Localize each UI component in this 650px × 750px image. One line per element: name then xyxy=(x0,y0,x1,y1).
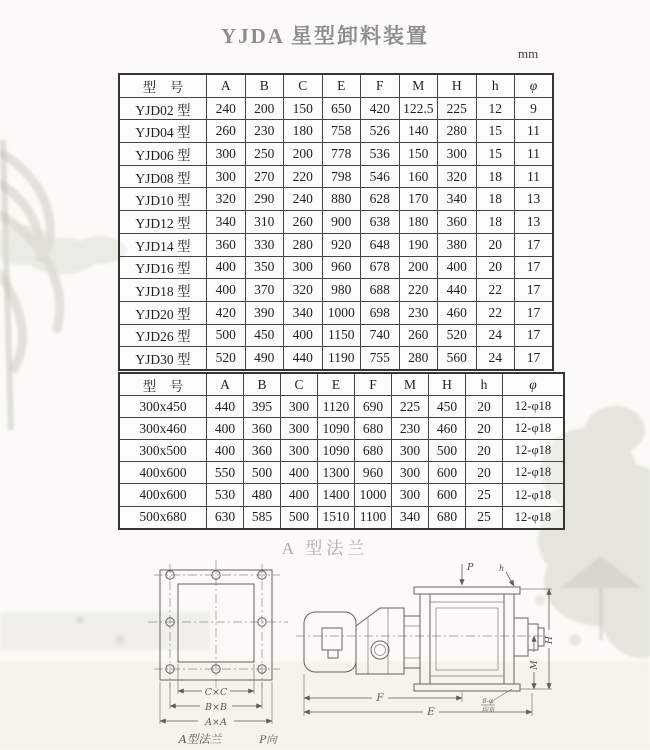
table-row xyxy=(119,440,564,462)
header-row xyxy=(119,74,553,97)
value-cell: 170 xyxy=(399,188,438,211)
value-cell: 180 xyxy=(284,120,323,143)
model-cell: 300x450 xyxy=(119,396,207,418)
model-cell: 300x500 xyxy=(119,440,207,462)
value-cell: 798 xyxy=(322,165,361,188)
value-cell: 12 xyxy=(476,97,515,120)
value-cell: 400 xyxy=(281,462,318,484)
dim-label-axa: A×A xyxy=(205,717,227,728)
value-cell: 536 xyxy=(361,143,400,166)
model-cell: YJD14 型 xyxy=(119,233,207,256)
value-cell: 300 xyxy=(207,143,246,166)
column-header: M xyxy=(399,74,438,97)
value-cell: 11 xyxy=(515,120,554,143)
value-cell: 300 xyxy=(438,143,477,166)
value-cell: 280 xyxy=(284,233,323,256)
column-header: E xyxy=(318,373,355,396)
value-cell: 340 xyxy=(207,211,246,234)
value-cell: 15 xyxy=(476,120,515,143)
value-cell: 630 xyxy=(207,506,244,529)
dim-label-cxc: C×C xyxy=(204,687,228,698)
value-cell: 880 xyxy=(322,188,361,211)
value-cell: 260 xyxy=(207,120,246,143)
h-leader xyxy=(506,572,514,586)
model-cell: 400x600 xyxy=(119,484,207,506)
value-cell: 420 xyxy=(207,301,246,324)
value-cell: 1000 xyxy=(355,484,392,506)
value-cell: 280 xyxy=(438,120,477,143)
model-cell: YJD06 型 xyxy=(119,143,207,166)
value-cell: 340 xyxy=(392,506,429,529)
value-cell: 12-φ18 xyxy=(503,396,565,418)
value-cell: 740 xyxy=(361,324,400,347)
header-row xyxy=(119,373,564,396)
value-cell: 420 xyxy=(361,97,400,120)
model-cell: 400x600 xyxy=(119,462,207,484)
value-cell: 440 xyxy=(438,279,477,302)
value-cell: 230 xyxy=(399,301,438,324)
value-cell: 240 xyxy=(207,97,246,120)
value-cell: 1120 xyxy=(318,396,355,418)
value-cell: 220 xyxy=(399,279,438,302)
value-cell: 440 xyxy=(207,396,244,418)
model-cell: YJD18 型 xyxy=(119,279,207,302)
table-row xyxy=(119,484,564,506)
column-header: B xyxy=(245,74,284,97)
value-cell: 600 xyxy=(429,462,466,484)
column-header: H xyxy=(429,373,466,396)
value-cell: 400 xyxy=(207,256,246,279)
value-cell: 17 xyxy=(515,233,554,256)
value-cell: 648 xyxy=(361,233,400,256)
value-cell: 678 xyxy=(361,256,400,279)
table-row xyxy=(119,324,553,347)
model-cell: YJD16 型 xyxy=(119,256,207,279)
value-cell: 1300 xyxy=(318,462,355,484)
callout-line1: 8-φ xyxy=(482,697,494,705)
page-title: YJDA 星型卸料装置 xyxy=(220,24,430,48)
value-cell: 200 xyxy=(399,256,438,279)
value-cell: 220 xyxy=(284,165,323,188)
value-cell: 17 xyxy=(515,347,554,370)
value-cell: 160 xyxy=(399,165,438,188)
value-cell: 500 xyxy=(429,440,466,462)
value-cell: 20 xyxy=(466,440,503,462)
value-cell: 450 xyxy=(429,396,466,418)
value-cell: 9 xyxy=(515,97,554,120)
bottom-extension-lines xyxy=(304,674,532,716)
value-cell: 15 xyxy=(476,143,515,166)
treeline-left xyxy=(0,225,126,274)
value-cell: 560 xyxy=(438,347,477,370)
valve-body xyxy=(414,587,520,691)
value-cell: 380 xyxy=(438,233,477,256)
dim-label-h: H xyxy=(545,636,555,644)
value-cell: 1190 xyxy=(322,347,361,370)
column-header: H xyxy=(438,74,477,97)
p-view-label: P xyxy=(467,562,474,573)
value-cell: 440 xyxy=(284,347,323,370)
value-cell: 1400 xyxy=(318,484,355,506)
value-cell: 300 xyxy=(281,418,318,440)
table-row xyxy=(119,462,564,484)
value-cell: 900 xyxy=(322,211,361,234)
column-header: B xyxy=(244,373,281,396)
motor xyxy=(304,612,356,672)
value-cell: 200 xyxy=(245,97,284,120)
top-flange xyxy=(414,587,520,594)
column-header: φ xyxy=(503,373,565,396)
value-cell: 500 xyxy=(207,324,246,347)
value-cell: 300 xyxy=(207,165,246,188)
value-cell: 190 xyxy=(399,233,438,256)
column-header: A xyxy=(207,373,244,396)
value-cell: 17 xyxy=(515,279,554,302)
value-cell: 11 xyxy=(515,143,554,166)
table-row xyxy=(119,347,553,370)
column-header: h xyxy=(476,74,515,97)
column-header: 型 号 xyxy=(119,373,207,396)
value-cell: 122.5 xyxy=(399,97,438,120)
value-cell: 1000 xyxy=(322,301,361,324)
value-cell: 25 xyxy=(466,484,503,506)
flange-caption: A型法兰 xyxy=(178,732,222,746)
value-cell: 24 xyxy=(476,324,515,347)
dim-label-m: M xyxy=(530,660,540,670)
value-cell: 500 xyxy=(244,462,281,484)
value-cell: 18 xyxy=(476,165,515,188)
value-cell: 480 xyxy=(244,484,281,506)
model-cell: 300x460 xyxy=(119,418,207,440)
table-row xyxy=(119,279,553,302)
callout-line2: 均布 xyxy=(481,706,495,714)
value-cell: 12-φ18 xyxy=(503,506,565,529)
spec-table-models xyxy=(118,73,554,371)
column-header: h xyxy=(466,373,503,396)
value-cell: 290 xyxy=(245,188,284,211)
value-cell: 758 xyxy=(322,120,361,143)
value-cell: 20 xyxy=(466,462,503,484)
value-cell: 360 xyxy=(207,233,246,256)
value-cell: 450 xyxy=(245,324,284,347)
value-cell: 400 xyxy=(207,440,244,462)
model-cell: YJD30 型 xyxy=(119,347,207,370)
value-cell: 13 xyxy=(515,188,554,211)
value-cell: 12-φ18 xyxy=(503,440,565,462)
table-row xyxy=(119,418,564,440)
value-cell: 17 xyxy=(515,256,554,279)
value-cell: 526 xyxy=(361,120,400,143)
value-cell: 1100 xyxy=(355,506,392,529)
column-header: M xyxy=(392,373,429,396)
table-row xyxy=(119,143,553,166)
value-cell: 24 xyxy=(476,347,515,370)
column-header: E xyxy=(322,74,361,97)
inspection-port xyxy=(371,641,389,659)
table-row xyxy=(119,97,553,120)
value-cell: 400 xyxy=(207,418,244,440)
value-cell: 530 xyxy=(207,484,244,506)
value-cell: 225 xyxy=(438,97,477,120)
table-row xyxy=(119,256,553,279)
value-cell: 17 xyxy=(515,301,554,324)
value-cell: 300 xyxy=(392,462,429,484)
value-cell: 310 xyxy=(245,211,284,234)
value-cell: 22 xyxy=(476,301,515,324)
model-cell: YJD26 型 xyxy=(119,324,207,347)
model-cell: YJD10 型 xyxy=(119,188,207,211)
value-cell: 778 xyxy=(322,143,361,166)
table-row xyxy=(119,396,564,418)
model-cell: 500x680 xyxy=(119,506,207,529)
table-row xyxy=(119,188,553,211)
value-cell: 1090 xyxy=(318,418,355,440)
value-cell: 300 xyxy=(392,484,429,506)
value-cell: 395 xyxy=(244,396,281,418)
value-cell: 680 xyxy=(429,506,466,529)
table-row xyxy=(119,120,553,143)
value-cell: 1150 xyxy=(322,324,361,347)
value-cell: 520 xyxy=(207,347,246,370)
value-cell: 360 xyxy=(438,211,477,234)
column-header: A xyxy=(207,74,246,97)
model-cell: YJD02 型 xyxy=(119,97,207,120)
value-cell: 650 xyxy=(322,97,361,120)
value-cell: 17 xyxy=(515,324,554,347)
value-cell: 320 xyxy=(438,165,477,188)
value-cell: 600 xyxy=(429,484,466,506)
value-cell: 680 xyxy=(355,418,392,440)
value-cell: 320 xyxy=(284,279,323,302)
value-cell: 240 xyxy=(284,188,323,211)
value-cell: 25 xyxy=(466,506,503,529)
value-cell: 300 xyxy=(392,440,429,462)
value-cell: 340 xyxy=(438,188,477,211)
value-cell: 230 xyxy=(392,418,429,440)
value-cell: 20 xyxy=(476,233,515,256)
value-cell: 1090 xyxy=(318,440,355,462)
value-cell: 370 xyxy=(245,279,284,302)
value-cell: 260 xyxy=(399,324,438,347)
column-header: F xyxy=(361,74,400,97)
value-cell: 400 xyxy=(207,279,246,302)
spec-table-flanges xyxy=(118,372,565,530)
value-cell: 280 xyxy=(399,347,438,370)
value-cell: 340 xyxy=(284,301,323,324)
value-cell: 13 xyxy=(515,211,554,234)
value-cell: 140 xyxy=(399,120,438,143)
column-header: φ xyxy=(515,74,554,97)
model-cell: YJD08 型 xyxy=(119,165,207,188)
value-cell: 270 xyxy=(245,165,284,188)
column-header: F xyxy=(355,373,392,396)
value-cell: 230 xyxy=(245,120,284,143)
h-label: h xyxy=(499,564,505,573)
value-cell: 690 xyxy=(355,396,392,418)
value-cell: 18 xyxy=(476,211,515,234)
table-row xyxy=(119,165,553,188)
value-cell: 638 xyxy=(361,211,400,234)
value-cell: 698 xyxy=(361,301,400,324)
value-cell: 360 xyxy=(244,418,281,440)
value-cell: 20 xyxy=(476,256,515,279)
value-cell: 920 xyxy=(322,233,361,256)
table-row xyxy=(119,211,553,234)
flange-drawing xyxy=(140,558,300,750)
value-cell: 360 xyxy=(244,440,281,462)
value-cell: 1510 xyxy=(318,506,355,529)
value-cell: 680 xyxy=(355,440,392,462)
unit-label: mm xyxy=(518,46,539,61)
value-cell: 460 xyxy=(438,301,477,324)
value-cell: 200 xyxy=(284,143,323,166)
value-cell: 250 xyxy=(245,143,284,166)
view-direction-label: P向 xyxy=(259,734,277,746)
value-cell: 260 xyxy=(284,211,323,234)
value-cell: 150 xyxy=(399,143,438,166)
value-cell: 400 xyxy=(281,484,318,506)
value-cell: 755 xyxy=(361,347,400,370)
dim-label-f: F xyxy=(376,692,384,704)
value-cell: 350 xyxy=(245,256,284,279)
model-cell: YJD04 型 xyxy=(119,120,207,143)
bearing-housing xyxy=(514,618,544,656)
table-row xyxy=(119,301,553,324)
table-row xyxy=(119,233,553,256)
value-cell: 400 xyxy=(284,324,323,347)
value-cell: 960 xyxy=(355,462,392,484)
gear-reducer xyxy=(356,608,420,674)
value-cell: 11 xyxy=(515,165,554,188)
table-row xyxy=(119,506,564,529)
value-cell: 585 xyxy=(244,506,281,529)
value-cell: 22 xyxy=(476,279,515,302)
value-cell: 330 xyxy=(245,233,284,256)
dim-label-bxb: B×B xyxy=(205,702,227,713)
side-view-drawing xyxy=(292,556,572,750)
value-cell: 300 xyxy=(281,440,318,462)
value-cell: 960 xyxy=(322,256,361,279)
column-header: C xyxy=(281,373,318,396)
value-cell: 12-φ18 xyxy=(503,484,565,506)
value-cell: 18 xyxy=(476,188,515,211)
value-cell: 400 xyxy=(438,256,477,279)
value-cell: 150 xyxy=(284,97,323,120)
model-cell: YJD20 型 xyxy=(119,301,207,324)
value-cell: 300 xyxy=(281,396,318,418)
value-cell: 180 xyxy=(399,211,438,234)
value-cell: 500 xyxy=(281,506,318,529)
value-cell: 300 xyxy=(284,256,323,279)
value-cell: 390 xyxy=(245,301,284,324)
section-heading: A 型法兰 xyxy=(281,539,369,558)
value-cell: 628 xyxy=(361,188,400,211)
value-cell: 546 xyxy=(361,165,400,188)
value-cell: 12-φ18 xyxy=(503,418,565,440)
value-cell: 320 xyxy=(207,188,246,211)
column-header: C xyxy=(284,74,323,97)
value-cell: 490 xyxy=(245,347,284,370)
palm-trunk xyxy=(3,140,11,430)
value-cell: 980 xyxy=(322,279,361,302)
value-cell: 225 xyxy=(392,396,429,418)
value-cell: 550 xyxy=(207,462,244,484)
dim-label-e: E xyxy=(427,706,435,718)
value-cell: 12-φ18 xyxy=(503,462,565,484)
model-cell: YJD12 型 xyxy=(119,211,207,234)
value-cell: 20 xyxy=(466,418,503,440)
value-cell: 20 xyxy=(466,396,503,418)
value-cell: 520 xyxy=(438,324,477,347)
bottom-flange xyxy=(414,684,520,691)
value-cell: 460 xyxy=(429,418,466,440)
column-header: 型 号 xyxy=(119,74,207,97)
value-cell: 688 xyxy=(361,279,400,302)
